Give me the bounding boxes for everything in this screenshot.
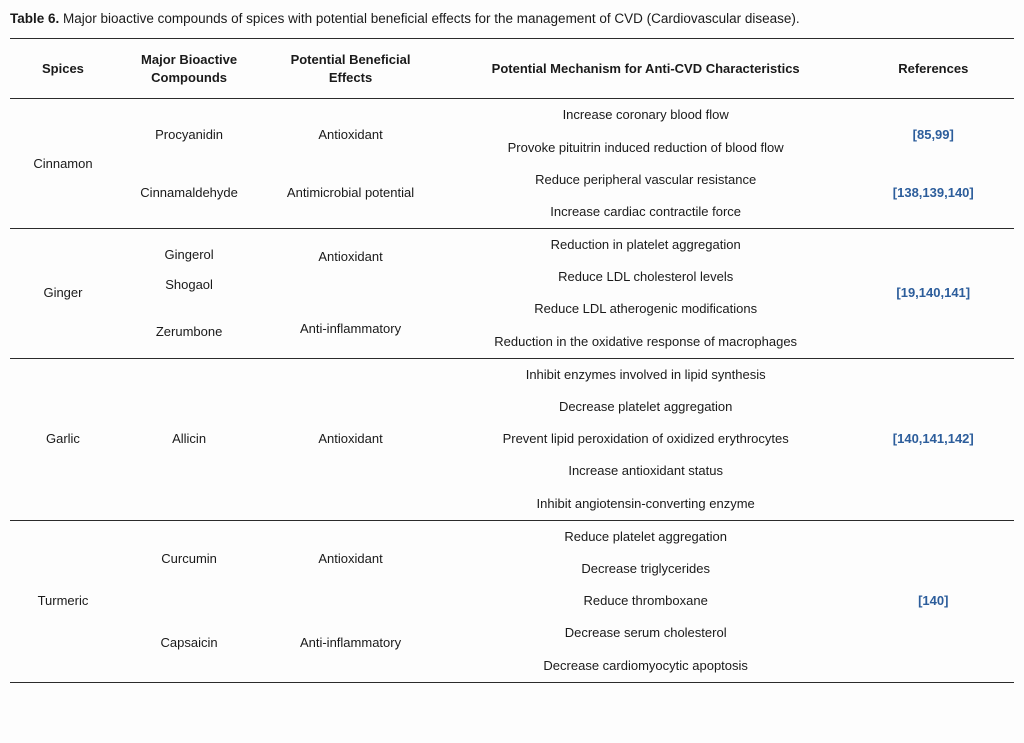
reference-link[interactable]: [19,140,141] [896, 285, 971, 301]
mechanism-item: Decrease platelet aggregation [558, 399, 733, 414]
mechanism-item: Prevent lipid peroxidation of oxidized erythrocytes [502, 431, 789, 447]
table-caption [0, 0, 1024, 38]
cell-spice: Turmeric [37, 593, 89, 609]
effect-item: Antioxidant [318, 551, 383, 567]
effect-item: Antimicrobial potential [286, 184, 415, 200]
mechanism-item: Increase cardiac contractile force [550, 203, 742, 219]
cell-spice: Cinnamon [33, 155, 93, 171]
caption-text: Major bioactive compounds of spices with potential beneficial effects for the management of CVD (Cardiovascular disease). [59, 11, 800, 26]
bioactive-compounds-table [10, 38, 1014, 682]
compound-item: Shogaol [165, 277, 213, 293]
mechanism-item: Reduce thromboxane [583, 593, 708, 609]
mechanism-item: Decrease triglycerides [581, 560, 710, 576]
reference-link[interactable]: [140] [918, 593, 949, 609]
mechanism-item: Inhibit angiotensin-converting enzyme [536, 495, 755, 511]
cell-spice: Ginger [43, 285, 83, 301]
mechanism-item: Reduce LDL atherogenic modifications [534, 301, 758, 317]
cell-compounds [116, 358, 262, 520]
mechanism-item: Reduce platelet aggregation [564, 528, 727, 544]
cell-spice: Garlic [45, 431, 80, 447]
reference-link[interactable]: [140,141,142] [892, 431, 974, 447]
cell-mechanisms [439, 229, 853, 359]
compound-item: Capsaicin [160, 635, 218, 651]
reference-link[interactable]: [85,99] [912, 126, 954, 142]
mechanism-item: Inhibit enzymes involved in lipid synthesis [525, 366, 766, 382]
table-row [10, 358, 1014, 520]
effect-item: Anti-inflammatory [299, 321, 402, 337]
caption-label: Table 6. [10, 11, 60, 26]
mechanism-item: Increase coronary blood flow [562, 107, 729, 123]
cell-mechanisms [439, 358, 853, 520]
effect-item: Antioxidant [318, 126, 383, 142]
cell-compounds [116, 99, 262, 229]
mechanism-item: Reduce peripheral vascular resistance [535, 171, 757, 187]
column-header-spices: Spices [10, 39, 116, 99]
table-row [10, 520, 1014, 682]
effect-item: Antioxidant [318, 431, 383, 447]
table-row [10, 229, 1014, 359]
cell-references [853, 99, 1014, 229]
column-header-mechanism: Potential Mechanism for Anti-CVD Characteristics [439, 39, 853, 99]
effect-item: Anti-inflammatory [299, 635, 402, 651]
cell-references [853, 229, 1014, 359]
mechanism-item: Decrease serum cholesterol [564, 625, 727, 641]
compound-item: Gingerol [164, 247, 214, 263]
mechanism-item: Reduce LDL cholesterol levels [558, 269, 734, 285]
table-header [10, 39, 1014, 99]
effect-item: Antioxidant [318, 249, 383, 265]
cell-effects [262, 358, 439, 520]
compound-item: Allicin [172, 431, 207, 447]
cell-references [853, 520, 1014, 682]
cell-references [853, 358, 1014, 520]
cell-mechanisms [439, 520, 853, 682]
mechanism-item: Reduction in the oxidative response of macrophages [494, 333, 798, 349]
compound-item: Procyanidin [155, 126, 224, 142]
cell-effects [262, 520, 439, 682]
reference-link[interactable]: [138,139,140] [892, 184, 974, 200]
cell-effects [262, 229, 439, 359]
column-header-references: References [853, 39, 1014, 99]
table-body [10, 99, 1014, 682]
cell-compounds [116, 229, 262, 359]
compound-item: Curcumin [161, 551, 217, 567]
cell-effects [262, 99, 439, 229]
column-header-compounds: Major Bioactive Compounds [116, 39, 262, 99]
compound-item: Zerumbone [155, 323, 223, 339]
mechanism-item: Increase antioxidant status [568, 463, 723, 479]
cell-mechanisms [439, 99, 853, 229]
header-row [10, 39, 1014, 99]
column-header-effects: Potential Beneficial Effects [262, 39, 439, 99]
mechanism-item: Reduction in platelet aggregation [550, 237, 741, 253]
table-row [10, 99, 1014, 229]
compound-item: Cinnamaldehyde [140, 184, 238, 200]
cell-compounds [116, 520, 262, 682]
mechanism-item: Provoke pituitrin induced reduction of blood flow [507, 139, 784, 155]
mechanism-item: Decrease cardiomyocytic apoptosis [543, 657, 748, 673]
